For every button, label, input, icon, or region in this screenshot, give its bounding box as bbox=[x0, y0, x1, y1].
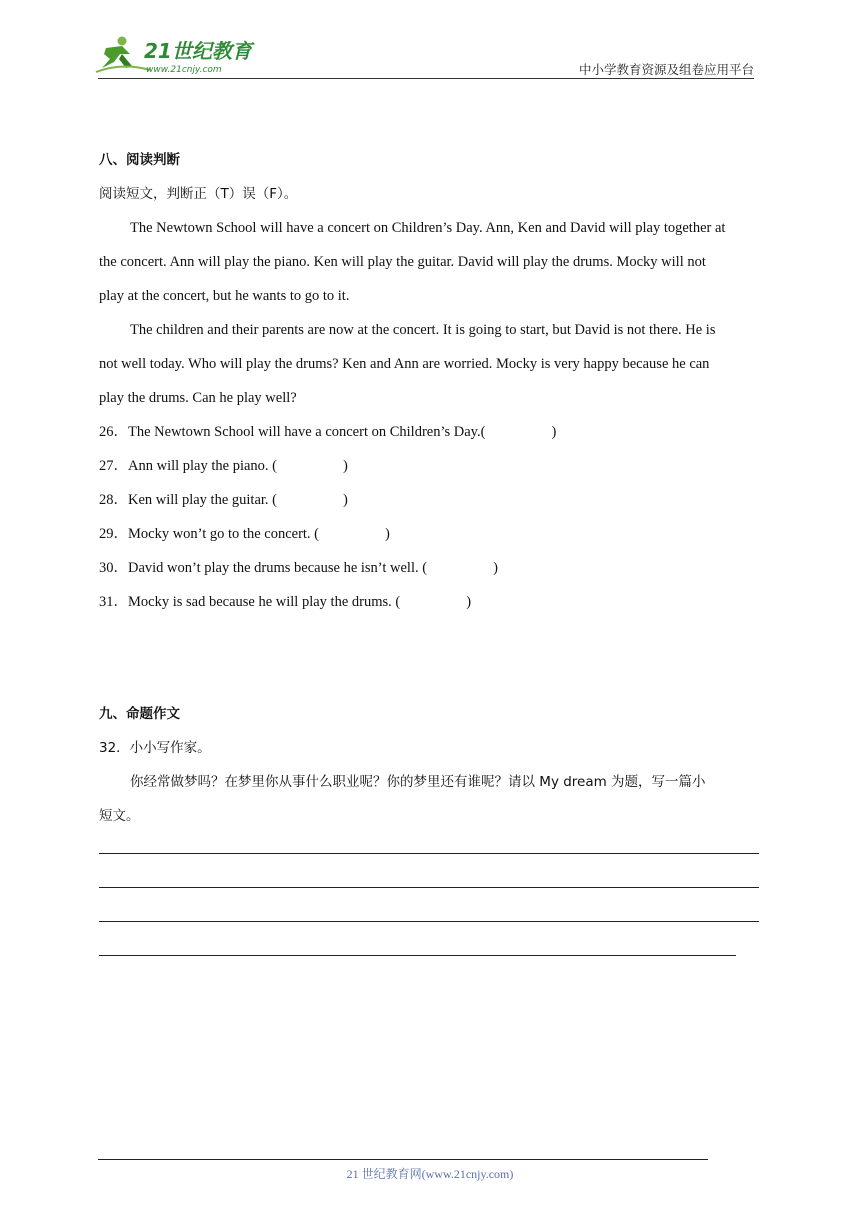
question-number: 29． bbox=[99, 526, 128, 542]
question-27 bbox=[99, 456, 348, 476]
question-number: 30． bbox=[99, 560, 128, 576]
answer-close: ) bbox=[493, 560, 498, 576]
question-text: David won’t play the drums because he isn’t well. ( bbox=[128, 560, 428, 576]
passage-line: play the drums. Can he play well? bbox=[99, 390, 297, 406]
writing-line[interactable] bbox=[99, 887, 759, 888]
writing-line[interactable] bbox=[99, 853, 759, 854]
section-title-writing: 九、命题作文 bbox=[99, 706, 180, 722]
question-30 bbox=[99, 558, 498, 578]
question-29 bbox=[99, 524, 390, 544]
answer-close: ) bbox=[551, 424, 557, 440]
question-number: 31． bbox=[99, 594, 128, 610]
logo-title: 21世纪教育 bbox=[144, 39, 252, 63]
header-divider bbox=[98, 78, 754, 79]
question-number: 28． bbox=[99, 492, 128, 508]
question-text: Ken will play the guitar. ( bbox=[128, 492, 277, 508]
answer-close: ) bbox=[343, 492, 348, 508]
question-number: 26． bbox=[99, 424, 128, 440]
question-text: Mocky is sad because he will play the drums. ( bbox=[128, 594, 401, 610]
logo-url: www.21cnjy.com bbox=[146, 65, 222, 75]
question-26 bbox=[99, 422, 556, 442]
logo bbox=[92, 32, 262, 80]
header-platform-text: 中小学教育资源及组卷应用平台 bbox=[578, 62, 754, 77]
passage-line: play at the concert, but he wants to go to it. bbox=[99, 288, 350, 304]
question-number: 27． bbox=[99, 458, 128, 474]
question-text: The Newtown School will have a concert on Children’s Day.( bbox=[128, 424, 486, 440]
question-31 bbox=[99, 592, 471, 612]
section-title-reading: 八、阅读判断 bbox=[99, 152, 180, 168]
question-32: 32．小小写作家。 bbox=[99, 740, 211, 756]
question-text: Mocky won’t go to the concert. ( bbox=[128, 526, 320, 542]
writing-line[interactable] bbox=[99, 955, 736, 956]
answer-close: ) bbox=[343, 458, 348, 474]
question-28 bbox=[99, 490, 348, 510]
question-text: Ann will play the piano. ( bbox=[128, 458, 278, 474]
writing-prompt: 你经常做梦吗？在梦里你从事什么职业呢？你的梦里还有谁呢？请以 My dream 为题，写一篇小 bbox=[130, 774, 706, 790]
passage-line: the concert. Ann will play the piano. Ken will play the guitar. David will play the drums. Mocky will not bbox=[99, 254, 706, 270]
reading-instruction: 阅读短文，判断正（T）误（F）。 bbox=[99, 186, 298, 202]
footer-text: 21 世纪教育网(www.21cnjy.com) bbox=[346, 1167, 514, 1181]
footer-divider bbox=[98, 1159, 708, 1160]
passage-line: The Newtown School will have a concert on Children’s Day. Ann, Ken and David will play together at bbox=[130, 220, 726, 236]
logo-icon bbox=[92, 32, 262, 80]
passage-line: not well today. Who will play the drums? Ken and Ann are worried. Mocky is very happy because he can bbox=[99, 356, 710, 372]
answer-close: ) bbox=[385, 526, 390, 542]
answer-close: ) bbox=[466, 594, 472, 610]
writing-line[interactable] bbox=[99, 921, 759, 922]
passage-line: The children and their parents are now at the concert. It is going to start, but David is not there. He is bbox=[130, 322, 716, 338]
writing-prompt-cont: 短文。 bbox=[99, 808, 140, 824]
